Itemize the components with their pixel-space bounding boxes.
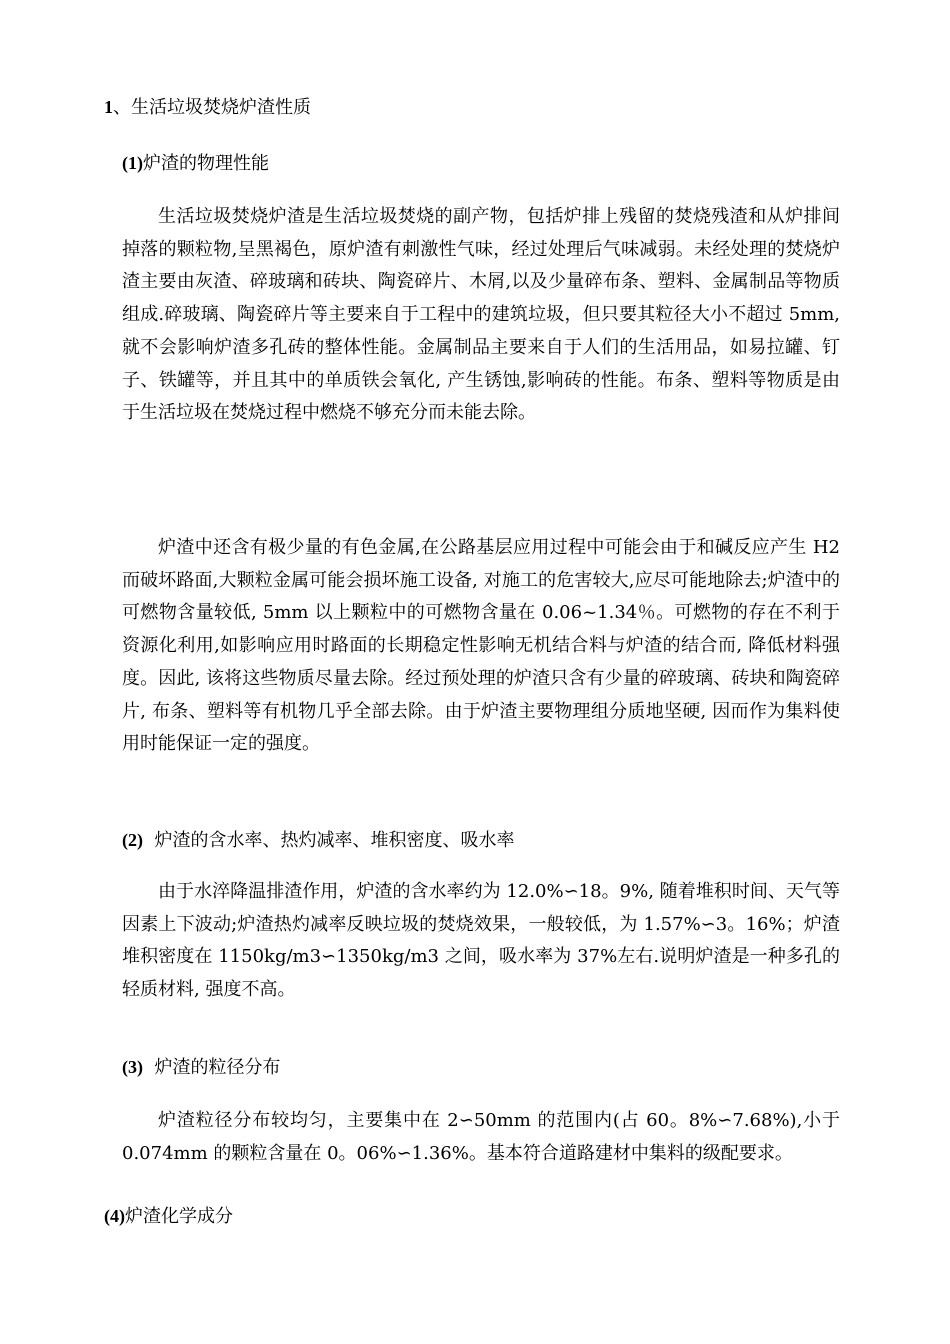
- subsection-number: (2): [122, 830, 143, 850]
- section-title: 、生活垃圾焚烧炉渣性质: [113, 97, 311, 118]
- subsection-number: (4): [104, 1206, 125, 1226]
- subsection-title: 炉渣的粒径分布: [154, 1057, 281, 1078]
- subsection-title: 炉渣的物理性能: [143, 153, 269, 174]
- paragraph-particle-size: 炉渣粒径分布较均匀，主要集中在 2∽50mm 的范围内(占 60。8%∽7.68%),小于 0.074mm 的颗粒含量在 0。06%∽1.36%。基本符合道路建材中集料的级配要求。: [122, 1110, 840, 1164]
- subsection-heading-3: [122, 1055, 280, 1080]
- subsection-heading-2: [122, 828, 514, 853]
- subsection-title: 炉渣的含水率、热灼减率、堆积密度、吸水率: [154, 830, 515, 851]
- subsection-heading-4: [104, 1204, 233, 1229]
- subsection-number: (3): [122, 1057, 143, 1077]
- subsection-number: (1): [122, 153, 143, 173]
- section-heading-1: [104, 95, 311, 120]
- section-number: 1: [104, 97, 113, 117]
- paragraph-metals-combustibles: 炉渣中还含有极少量的有色金属,在公路基层应用过程中可能会由于和碱反应产生 H2 而破坏路面,大颗粒金属可能会损坏施工设备, 对施工的危害较大,应尽可能地除去;炉渣中的可燃物含量较低, 5mm 以上颗粒中的可燃物含量在 0.06~1.34％。可燃物的存在不利于资源化利用,如影响应用时路面的长期稳定性影响无机结合料与炉渣的结合而, 降低材料强度。因此, 该将这些物质尽量去除。经过预处理的炉渣只含有少量的碎玻璃、砖块和陶瓷碎片, 布条、塑料等有机物几乎全部去除。由于炉渣主要物理组分质地坚硬, 因而作为集料使用时能保证一定的强度。: [122, 537, 840, 755]
- paragraph-physical-properties: 生活垃圾焚烧炉渣是生活垃圾焚烧的副产物，包括炉排上残留的焚烧残渣和从炉排间掉落的颗粒物,呈黑褐色，原炉渣有刺激性气味，经过处理后气味减弱。未经处理的焚烧炉渣主要由灰渣、碎玻璃和砖块、陶瓷碎片、木屑,以及少量碎布条、塑料、金属制品等物质组成.碎玻璃、陶瓷碎片等主要来自于工程中的建筑垃圾，但只要其粒径大小不超过 5mm, 就不会影响炉渣多孔砖的整体性能。金属制品主要来自于人们的生活用品，如易拉罐、钉子、铁罐等，并且其中的单质铁会氧化, 产生锈蚀,影响砖的性能。布条、塑料等物质是由于生活垃圾在焚烧过程中燃烧不够充分而未能去除。: [122, 206, 841, 424]
- paragraph-moisture-density: 由于水淬降温排渣作用，炉渣的含水率约为 12.0%∽18。9%, 随着堆积时间、天气等因素上下波动;炉渣热灼减率反映垃圾的焚烧效果，一般较低，为 1.57%∽3。16%；炉渣堆积密度在 1150kg/m3∽1350kg/m3 之间，吸水率为 37%左右.说明炉渣是一种多孔的轻质材料, 强度不高。: [122, 881, 840, 1001]
- subsection-title: 炉渣化学成分: [125, 1206, 233, 1227]
- subsection-heading-1: [122, 151, 269, 176]
